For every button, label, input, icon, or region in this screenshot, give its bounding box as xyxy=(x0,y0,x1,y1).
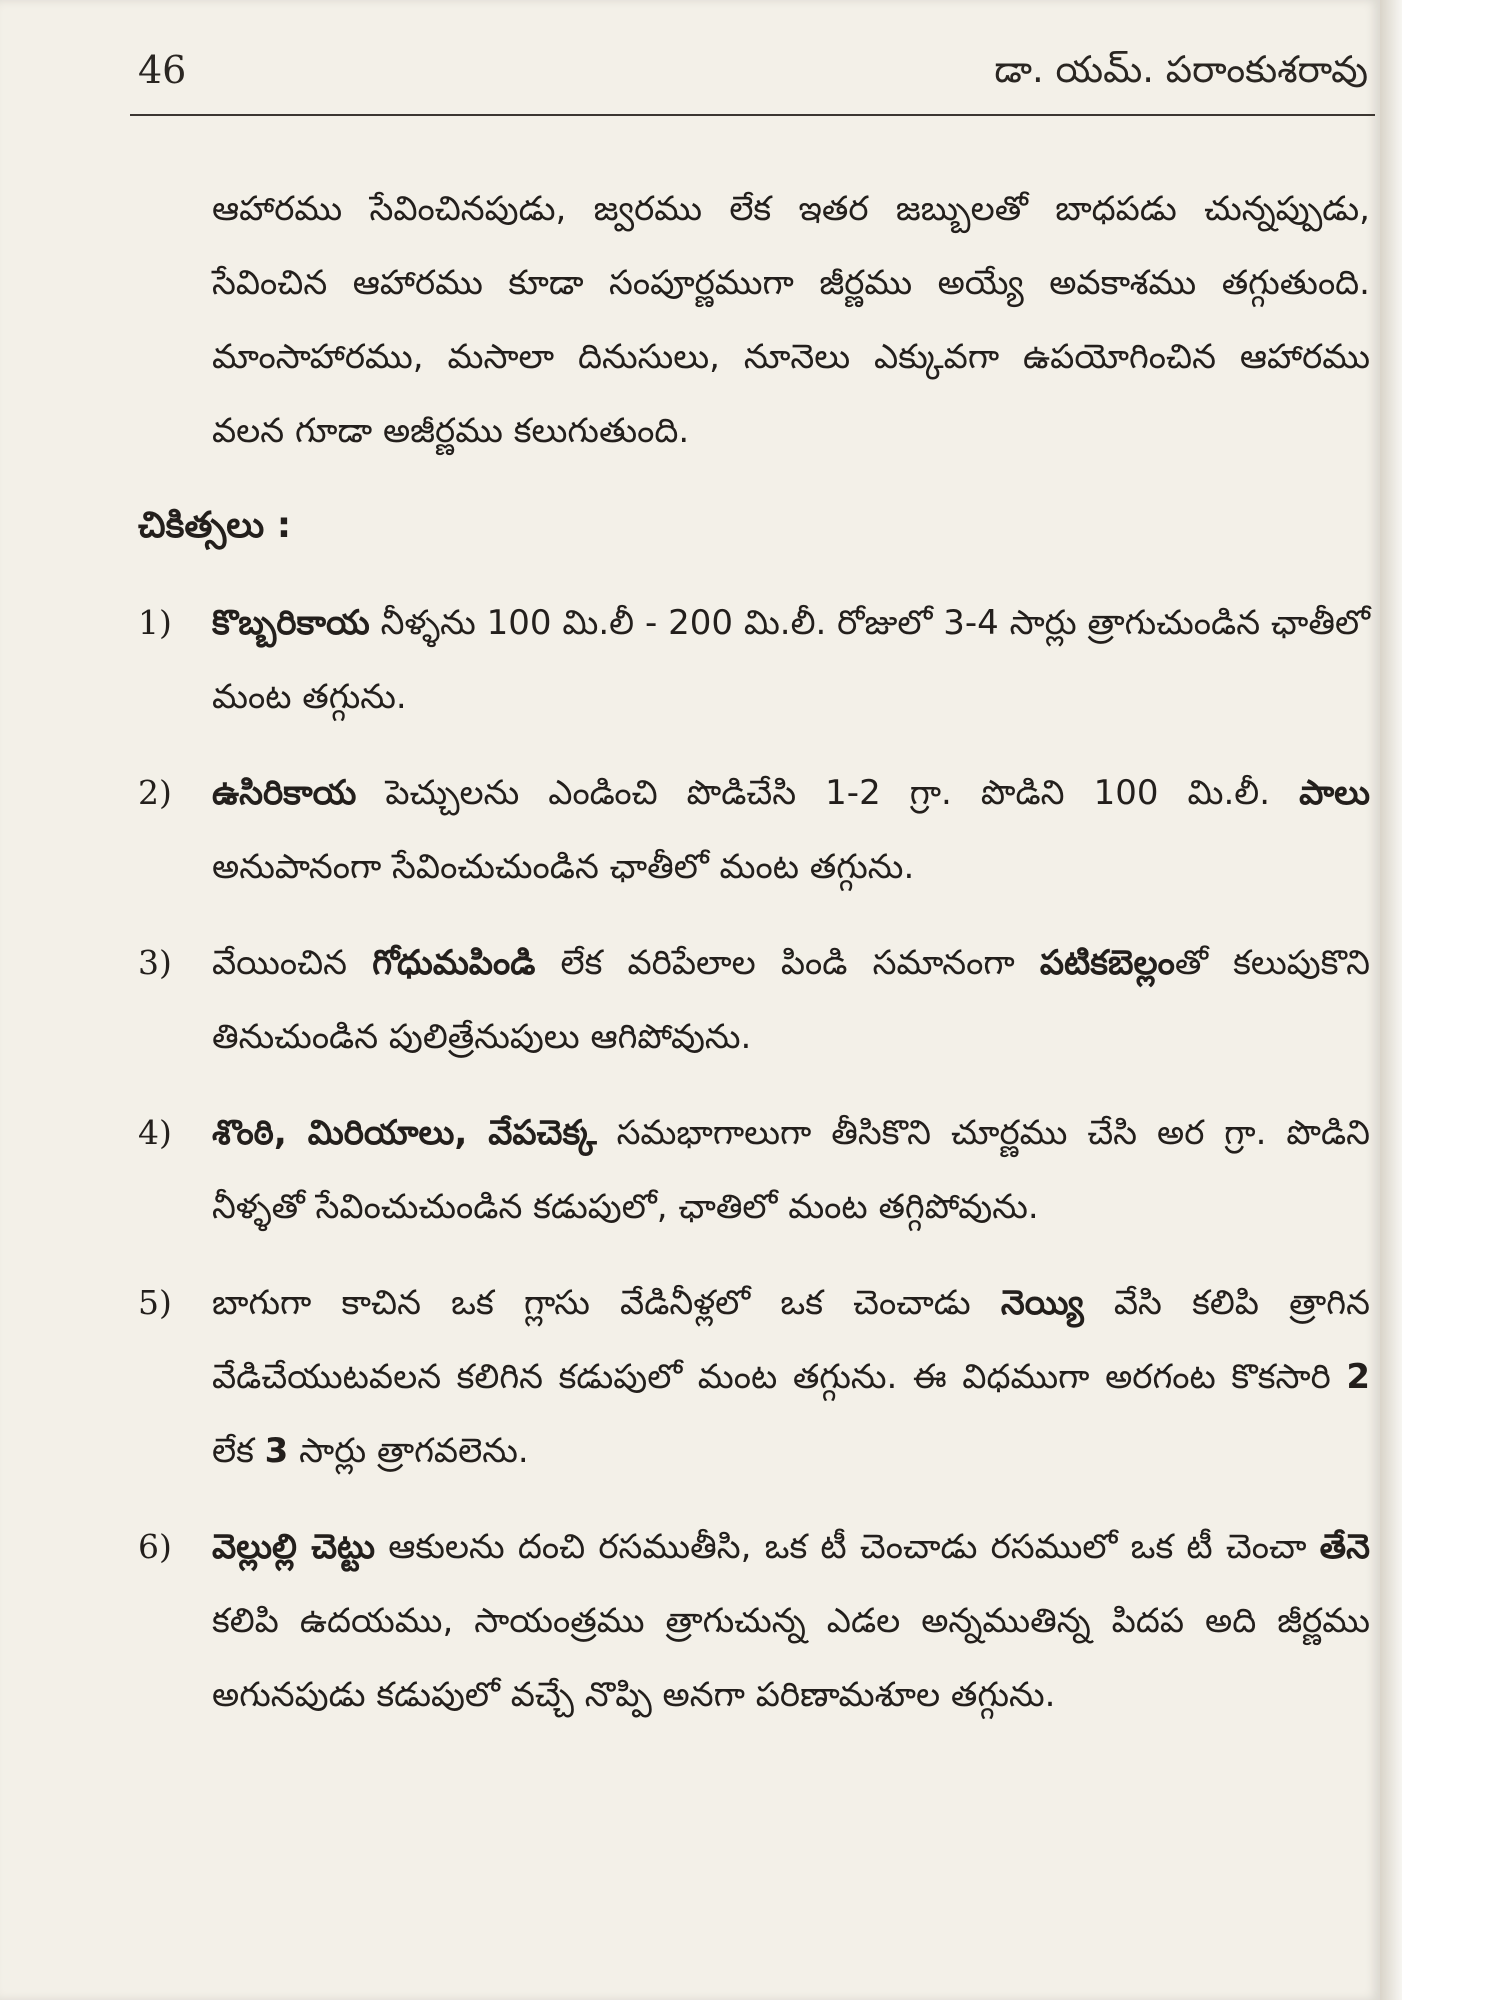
treatment-number: 2) xyxy=(138,773,172,812)
header-rule xyxy=(130,114,1375,116)
text-segment: సార్లు త్రాగవలెను. xyxy=(288,1431,529,1471)
bold-term: నెయ్యి xyxy=(1000,1283,1084,1323)
text-segment: అనుపానంగా సేవించుచుండిన ఛాతీలో మంట తగ్గును. xyxy=(212,847,915,887)
treatment-number: 6) xyxy=(138,1527,172,1566)
text-segment: సమభాగాలుగా తీసికొని చూర్ణము చేసి అర గ్రా. పొడిని నీళ్ళతో సేవించుచుండిన కడుపులో, ఛాతిలో మంట తగ్గిపోవును. xyxy=(212,1113,1370,1227)
page-header xyxy=(138,40,1368,110)
bold-term: తేనె xyxy=(1319,1527,1370,1567)
bold-term: కొబ్బరికాయ xyxy=(212,603,370,643)
treatment-number: 5) xyxy=(138,1283,172,1322)
treatment-item xyxy=(138,1266,1370,1488)
treatment-item xyxy=(138,926,1370,1074)
bold-term: పటికబెల్లం xyxy=(1039,943,1175,983)
bold-term: పాలు xyxy=(1299,773,1370,813)
text-segment: కలిపి ఉదయము, సాయంత్రము త్రాగుచున్న ఎడల అన్నముతిన్న పిదప అది జీర్ణము అగునపుడు కడుపులో వచ్చే నొప్పి అనగా పరిణామశూల తగ్గును. xyxy=(212,1601,1370,1715)
page-number: 46 xyxy=(138,48,187,92)
text-segment: వేసి కలిపి త్రాగిన వేడిచేయుటవలన కలిగిన కడుపులో మంట తగ్గును. ఈ విధముగా అరగంట కొకసారి xyxy=(212,1283,1370,1397)
section-heading: చికిత్సలు : xyxy=(138,505,292,546)
treatment-number: 4) xyxy=(138,1113,172,1152)
treatment-text xyxy=(212,926,1370,1074)
text-segment: నీళ్ళను 100 మి.లీ - 200 మి.లీ. రోజులో 3-4 సార్లు త్రాగుచుండిన ఛాతీలో మంట తగ్గును. xyxy=(212,603,1370,717)
treatment-text xyxy=(212,756,1370,904)
treatment-item xyxy=(138,1510,1370,1732)
treatment-item xyxy=(138,586,1370,734)
treatment-item xyxy=(138,1096,1370,1244)
treatment-text xyxy=(212,1510,1370,1732)
bold-term: 3 xyxy=(264,1431,289,1471)
bold-term: 2 xyxy=(1346,1357,1370,1397)
treatment-text xyxy=(212,586,1370,734)
page-edge xyxy=(1380,0,1402,2000)
text-segment: బాగుగా కాచిన ఒక గ్లాసు వేడినీళ్లలో ఒక చెంచాడు xyxy=(212,1283,1001,1323)
treatment-text xyxy=(212,1096,1370,1244)
text-segment: లేక xyxy=(212,1431,265,1471)
treatment-text xyxy=(212,1266,1370,1488)
treatment-list xyxy=(138,586,1370,1732)
bold-term: ఉసిరికాయ xyxy=(212,773,357,813)
bold-term: గోధుమపిండి xyxy=(372,943,536,983)
intro-paragraph: ఆహారము సేవించినపుడు, జ్వరము లేక ఇతర జబ్బులతో బాధపడు చున్నప్పుడు, సేవించిన ఆహారము కూడా సంపూర్ణముగా జీర్ణము అయ్యే అవకాశము తగ్గుతుంది. మాంసాహారము, మసాలా దినుసులు, నూనెలు ఎక్కువగా ఉపయోగించిన ఆహారము వలన గూడా అజీర్ణము కలుగుతుంది. xyxy=(212,189,1370,451)
running-title: డా. యమ్. పరాంకుశరావు xyxy=(994,48,1368,91)
text-segment: తో కలుపుకొని తినుచుండిన పులిత్రేనుపులు ఆగిపోవును. xyxy=(212,943,1370,1057)
bold-term: శొంఠి, మిరియాలు, వేపచెక్క xyxy=(212,1113,597,1153)
treatment-number: 3) xyxy=(138,943,172,982)
treatment-number: 1) xyxy=(138,603,172,642)
page-body xyxy=(138,172,1370,1754)
text-segment: ఆకులను దంచి రసముతీసి, ఒక టీ చెంచాడు రసములో ఒక టీ చెంచా xyxy=(375,1527,1320,1567)
text-segment: పెచ్చులను ఎండించి పొడిచేసి 1-2 గ్రా. పొడిని 100 మి.లీ. xyxy=(356,773,1300,813)
treatment-item xyxy=(138,756,1370,904)
bold-term: వెల్లుల్లి చెట్టు xyxy=(212,1527,376,1567)
text-segment: వేయించిన xyxy=(212,943,373,983)
text-segment: లేక వరిపేలాల పిండి సమానంగా xyxy=(535,943,1040,983)
